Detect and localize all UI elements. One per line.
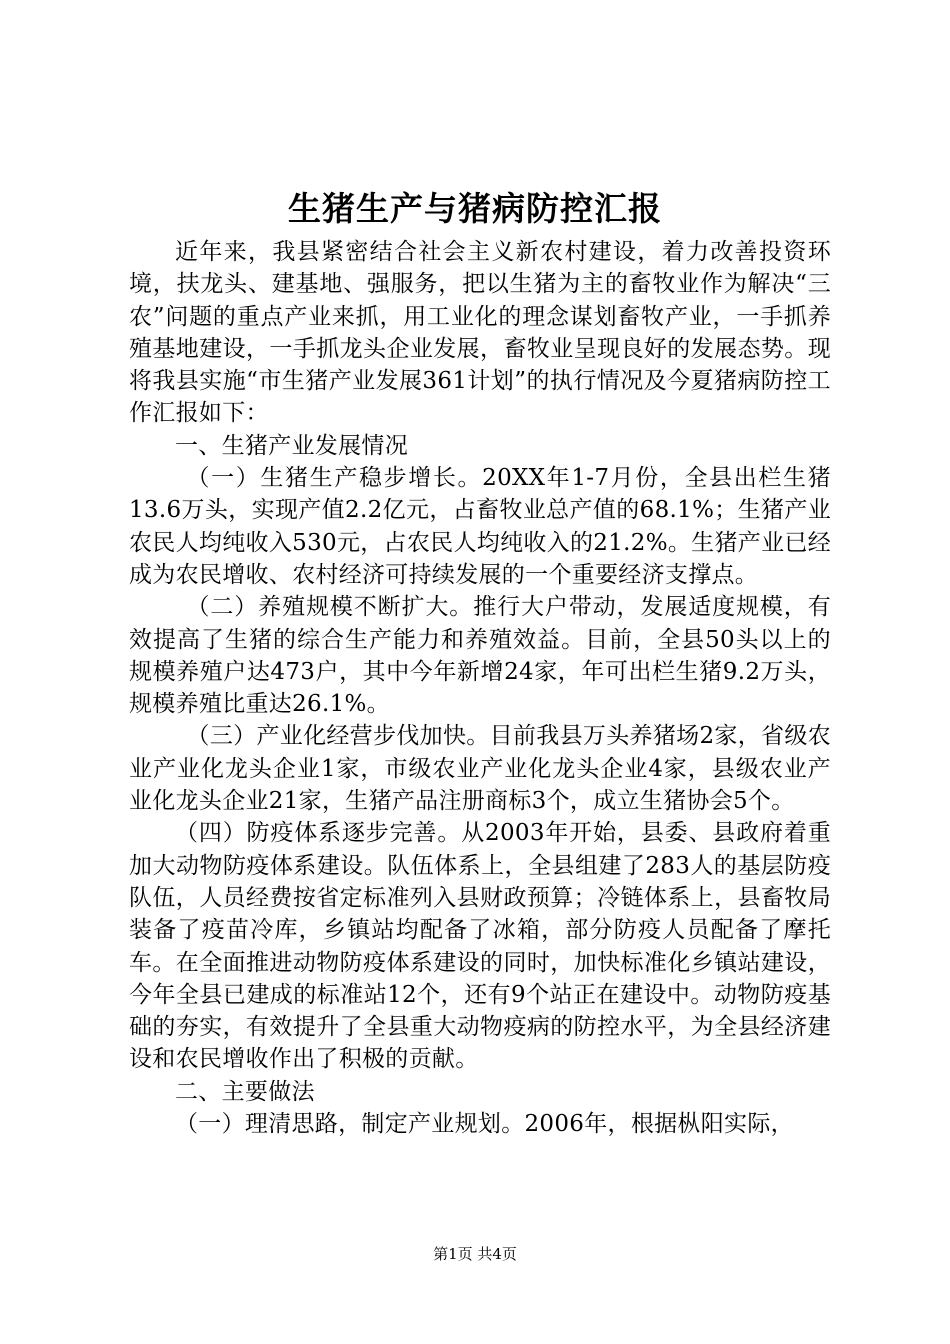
page-footer: 第1页 共4页 bbox=[433, 1245, 517, 1263]
section-heading-2: 二、主要做法 bbox=[175, 1078, 315, 1105]
subsection-paragraph-1: （一）生猪生产稳步增长。20XX年1-7月份，全县出栏生猪13.6万头，实现产值2.2亿元，占畜牧业总产值的68.1%；生猪产业农民人均纯收入530元，占农民人均纯收入的21.2%。生猪产业已经成为农民增收、农村经济可持续发展的一个重要经济支撑点。 bbox=[129, 465, 831, 588]
subsection-paragraph-4: （四）防疫体系逐步完善。从2003年开始，县委、县政府着重加大动物防疫体系建设。队伍体系上，全县组建了283人的基层防疫队伍，人员经费按省定标准列入县财政预算；冷链体系上，县畜牧局装备了疫苗冷库，乡镇站均配备了冰箱，部分防疫人员配备了摩托车。在全面推进动物防疫体系建设的同时，加快标准化乡镇站建设，今年全县已建成的标准站12个，还有9个站正在建设中。动物防疫基础的夯实，有效提升了全县重大动物疫病的防控水平，为全县经济建设和农民增收作出了积极的贡献。 bbox=[129, 820, 831, 1073]
document-body bbox=[129, 236, 831, 1140]
intro-paragraph: 近年来，我县紧密结合社会主义新农村建设，着力改善投资环境，扶龙头、建基地、强服务，把以生猪为主的畜牧业作为解决“三农”问题的重点产业来抓，用工业化的理念谋划畜牧产业，一手抓养殖基地建设，一手抓龙头企业发展，畜牧业呈现良好的发展态势。现将我县实施“市生猪产业发展361计划”的执行情况及今夏猪病防控工作汇报如下： bbox=[129, 239, 831, 427]
document-title: 生猪生产与猪病防控汇报 bbox=[288, 189, 662, 228]
subsection-paragraph-3: （三）产业化经营步伐加快。目前我县万头养猪场2家，省级农业产业化龙头企业1家，市级农业产业化龙头企业4家，县级农业产业化龙头企业21家，生猪产品注册商标3个，成立生猪协会5个。 bbox=[129, 723, 831, 815]
subsection-paragraph-5: （一）理清思路，制定产业规划。2006年，根据枞阳实际， bbox=[175, 1111, 794, 1138]
section-heading-1: 一、生猪产业发展情况 bbox=[175, 432, 408, 459]
subsection-paragraph-2: （二）养殖规模不断扩大。推行大户带动，发展适度规模，有效提高了生猪的综合生产能力和养殖效益。目前，全县50头以上的规模养殖户达473户，其中今年新增24家，年可出栏生猪9.2万头，规模养殖比重达26.1%。 bbox=[129, 594, 831, 718]
